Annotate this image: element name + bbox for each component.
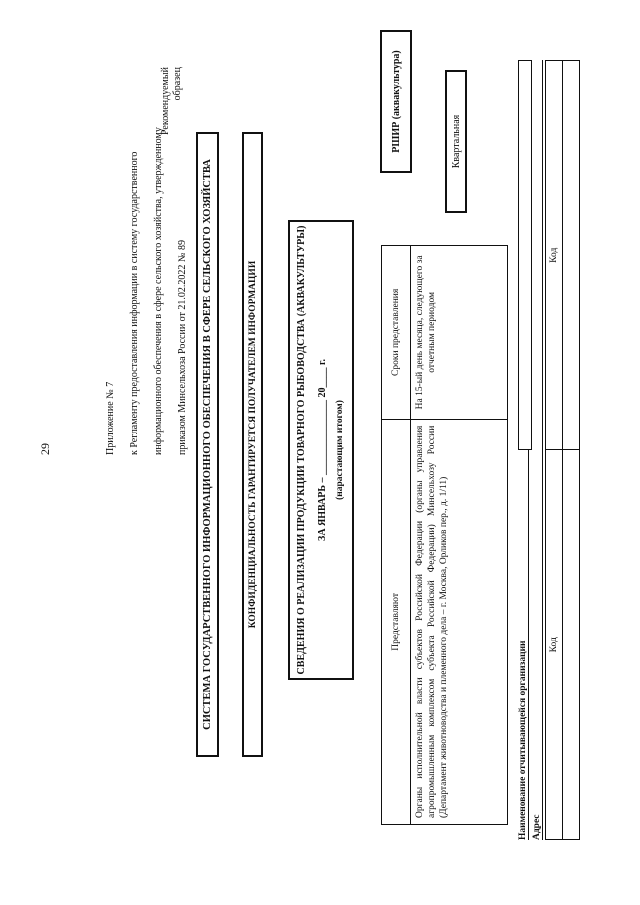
table-row bbox=[411, 246, 508, 825]
address-label: Адрес bbox=[532, 60, 543, 840]
confidentiality-header: КОНФИДЕНЦИАЛЬНОСТЬ ГАРАНТИРУЕТСЯ ПОЛУЧАТЕЛЕМ ИНФОРМАЦИИ bbox=[242, 132, 263, 757]
column-header-when: Сроки представления bbox=[382, 246, 411, 420]
annex-block bbox=[93, 127, 201, 455]
deadline-cell: На 15-ый день месяца, следующего за отчетным периодом bbox=[411, 246, 508, 420]
report-cumulative: (нарастающим итогом) bbox=[335, 400, 345, 500]
codes-table bbox=[545, 60, 580, 840]
report-title: СВЕДЕНИЯ О РЕАЛИЗАЦИИ ПРОДУКЦИИ ТОВАРНОГО РЫБОВОДСТВА (АКВАКУЛЬТУРЫ) bbox=[296, 225, 307, 675]
periodicity-box: Квартальная bbox=[445, 70, 467, 213]
form-code-box: РШИР (аквакультура) bbox=[380, 30, 412, 173]
submission-table bbox=[381, 245, 508, 825]
code-cell-right: Код bbox=[546, 61, 563, 451]
report-title-box bbox=[288, 220, 354, 680]
annex-line: Приложение № 7 bbox=[105, 381, 116, 455]
code-cell-left: Код bbox=[546, 450, 563, 840]
column-header-who: Представляют bbox=[382, 419, 411, 824]
submitter-cell: Органы исполнительной власти субъектов Российской Федерации (органы управления агропромышленным комплексом субъекта Российской Федерации) Минсельхозу России (Департамент животноводства и племенного дела – г. Москва, Орликов пер., д. 1/11) bbox=[411, 419, 508, 824]
page-number: 29 bbox=[38, 443, 52, 455]
annex-line: приказом Минсельхоза России от 21.02.2022 № 89 bbox=[177, 240, 188, 455]
system-header: СИСТЕМА ГОСУДАРСТВЕННОГО ИНФОРМАЦИОННОГО ОБЕСПЕЧЕНИЯ В СФЕРЕ СЕЛЬСКОГО ХОЗЯЙСТВА bbox=[196, 132, 219, 757]
code-value-left[interactable] bbox=[563, 450, 580, 840]
recommended-sample-label: Рекомендуемый образец bbox=[160, 67, 183, 135]
code-value-right[interactable] bbox=[563, 61, 580, 451]
organization-name-field[interactable] bbox=[518, 60, 532, 450]
report-period: ЗА ЯНВАРЬ – _______________ 20____ г. bbox=[317, 359, 328, 541]
annex-line: к Регламенту предоставления информации в систему государственного bbox=[129, 151, 140, 455]
organization-name-label: Наименование отчитывающейся организации bbox=[518, 450, 529, 840]
annex-line: информационного обеспечения в сфере сельского хозяйства, утвержденному bbox=[153, 127, 164, 455]
